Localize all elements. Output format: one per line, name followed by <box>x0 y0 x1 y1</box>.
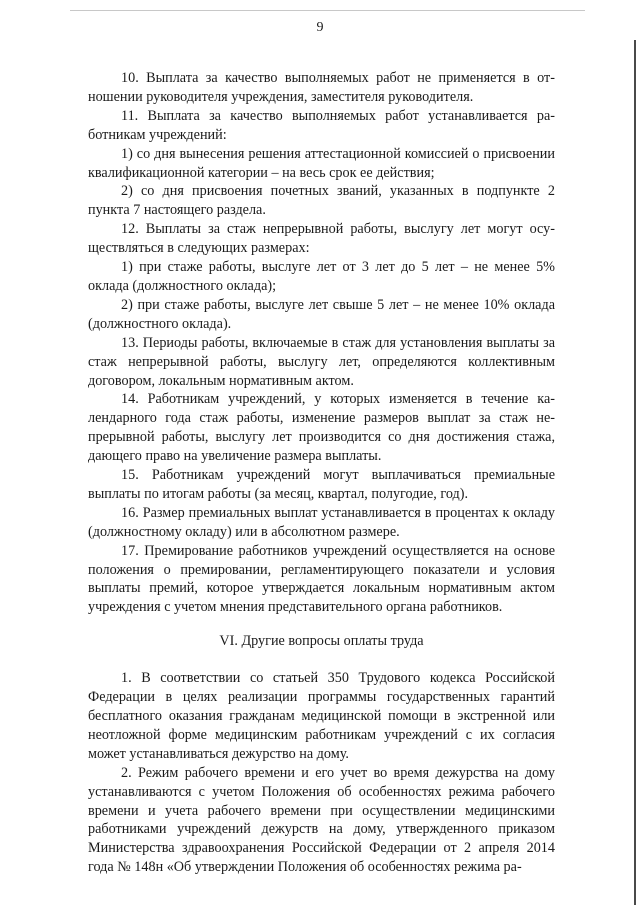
paragraph-12: 12. Выплаты за стаж непрерывной работы, выслугу лет могут осуществляться в следующих размерах: <box>88 221 555 257</box>
paragraph-16: 16. Размер премиальных выплат устанавливается в процентах к окладу (должностному окладу) или в абсолютном размере. <box>88 504 555 540</box>
paragraph-15: 15. Работникам учреждений могут выплачиваться премиальные выплаты по итогам работы (за месяц, квартал, полугодие, год). <box>88 467 555 502</box>
section-6-paragraph-1: 1. В соответствии со статьей 350 Трудового кодекса Российской Федерации в целях реализации программы государственных гарантий бесплатного оказания гражданам медицинской помощи в экстренной или неотложной форме медицинским работникам учреждений с их согласия может устанавливаться дежурство на дому. <box>88 670 555 762</box>
paragraph-11: 11. Выплата за качество выполняемых работ устанавливается работникам учреждений: <box>88 107 555 143</box>
paragraph-14: 14. Работникам учреждений, у которых изменяется в течение календарного года стаж работы, изменение размеров выплат за стаж непрерывной работы, выслугу лет производится со дня достижения стажа, дающего право на увеличение размера выплаты. <box>88 391 555 465</box>
page-number: 9 <box>316 20 324 35</box>
paragraph-17: 17. Премирование работников учреждений осуществляется на основе положения о премировании, регламентирующего показатели и условия выплаты премий, которое утверждается локальным нормативным актом учреждения с учетом мнения представительного органа работников. <box>88 542 555 616</box>
scan-edge-right <box>634 40 636 905</box>
paragraph-12-item-1: 1) при стаже работы, выслуге лет от 3 лет до 5 лет – не менее 5% оклада (должностного оклада); <box>88 259 555 294</box>
paragraph-10: 10. Выплата за качество выполняемых работ не применяется в отношении руководителя учреждения, заместителя руководителя. <box>88 70 555 105</box>
paragraph-11-item-2: 2) со дня присвоения почетных званий, указанных в подпункте 2 пункта 7 настоящего раздела. <box>88 183 555 219</box>
section-title: VI. Другие вопросы оплаты труда <box>219 633 424 650</box>
paragraph-12-item-2: 2) при стаже работы, выслуге лет свыше 5 лет – не менее 10% оклада (должностного оклада). <box>88 296 555 332</box>
paragraph-13: 13. Периоды работы, включаемые в стаж для установления выплаты за стаж непрерывной работы, выслугу лет, определяются коллективным договором, локальным нормативным актом. <box>88 334 555 389</box>
section-6-paragraph-2: 2. Режим рабочего времени и его учет во время дежурства на дому устанавливаются с учетом Положения об особенностях режима рабочего времени и учета рабочего времени при осуществлении медицинскими работниками учреждений дежурств на дому, утвержденного приказом Министерства здравоохранения Российской Федерации от 2 апреля 2014 года № 148н «Об утверждении Положения об особенностях режима ра- <box>88 764 555 876</box>
paragraph-11-item-1: 1) со дня вынесения решения аттестационной комиссией о присвоении квалификационной категории – на весь срок ее действия; <box>88 145 555 181</box>
scan-edge-top <box>70 10 585 11</box>
document-body <box>88 69 555 877</box>
